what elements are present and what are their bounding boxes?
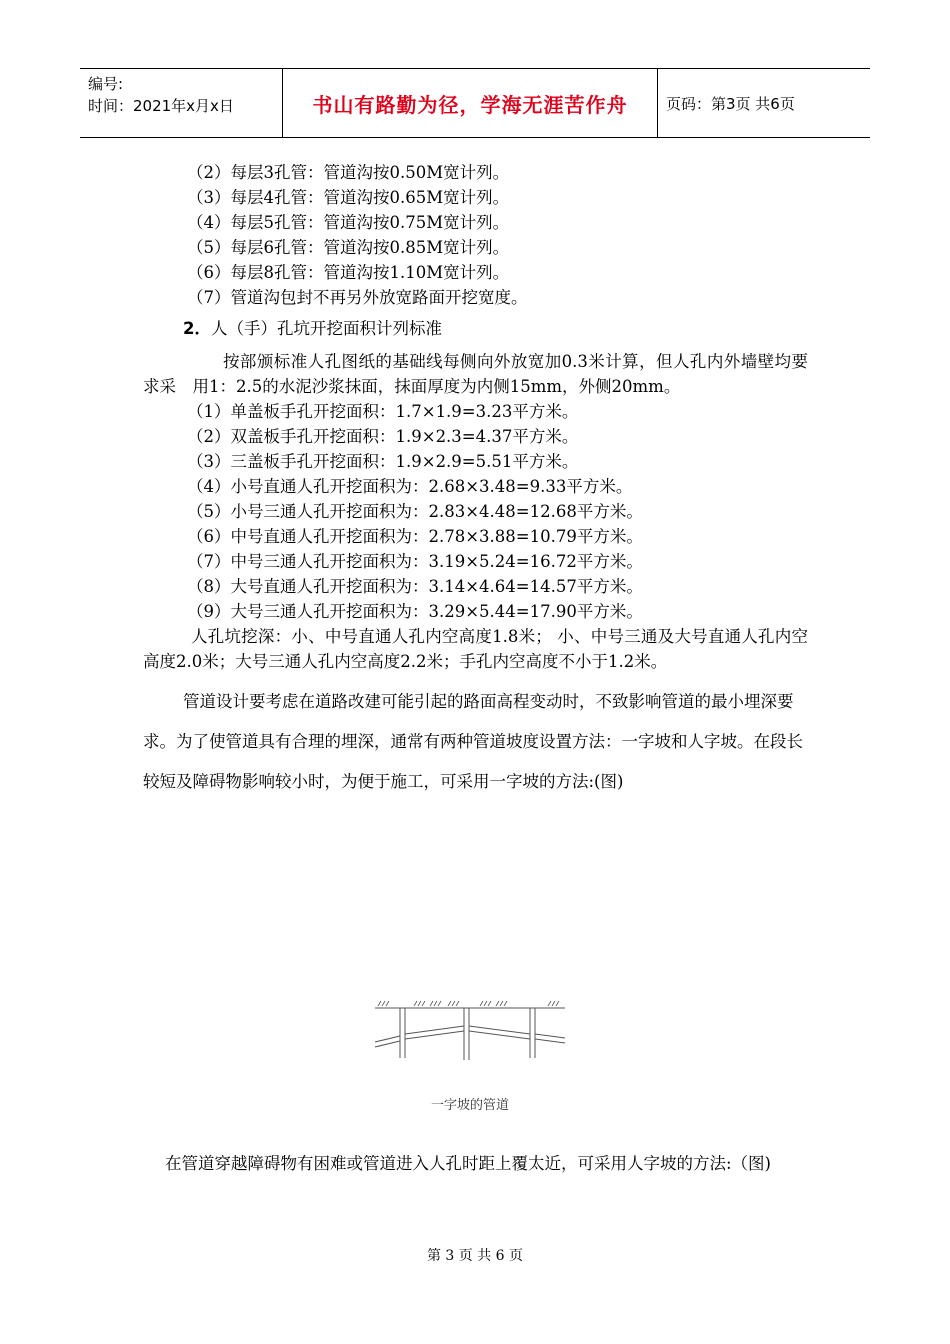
- header-motto-cell: [282, 69, 658, 137]
- paragraph-slope: 在管道穿越障碍物有困难或管道进入人孔时距上覆太近，可采用人字坡的方法:（图): [165, 1154, 771, 1173]
- paragraph-design: 管道设计要考虑在道路改建可能引起的路面高程变动时，不致影响管道的最小埋深要求。为了使管道具有合理的埋深，通常有两种管道坡度设置方法：一字坡和人字坡。在段长较短及障碍物影响较小时，为便于施工，可采用一字坡的方法:(图): [143, 692, 803, 791]
- list-item: （9）大号三通人孔开挖面积为：3.29×5.44=17.90平方米。: [187, 602, 643, 621]
- header-page-cell: [658, 69, 870, 137]
- figure-straight-slope: [370, 1000, 570, 1120]
- list-item: （3）每层4孔管：管道沟按0.65M宽计列。: [187, 188, 510, 207]
- list-item: （2）双盖板手孔开挖面积：1.9×2.3=4.37平方米。: [187, 427, 579, 446]
- list-item: （7）中号三通人孔开挖面积为：3.19×5.24=16.72平方米。: [187, 552, 643, 571]
- code-label: 编号:: [88, 75, 124, 93]
- list-item: （1）单盖板手孔开挖面积：1.7×1.9=3.23平方米。: [187, 402, 579, 421]
- paragraph-depth: 人孔坑挖深：小、中号直通人孔内空高度1.8米； 小、中号三通及大号直通人孔内空高度2.0米；大号三通人孔内空高度2.2米；手孔内空高度不小于1.2米。: [143, 627, 808, 671]
- list-item: （3）三盖板手孔开挖面积：1.9×2.9=5.51平方米。: [187, 452, 579, 471]
- list-item: （5）每层6孔管：管道沟按0.85M宽计列。: [187, 238, 510, 257]
- pipe-lines: [375, 1026, 565, 1047]
- page-label: 页码：第3页 共6页: [666, 94, 795, 113]
- section-title: 人（手）孔坑开挖面积计列标准: [210, 319, 442, 338]
- straight-slope-diagram: [370, 1000, 570, 1090]
- list-item: （6）每层8孔管：管道沟按1.10M宽计列。: [187, 263, 510, 282]
- list-item: （7）管道沟包封不再另外放宽路面开挖宽度。: [187, 288, 528, 307]
- list-item: （2）每层3孔管：管道沟按0.50M宽计列。: [187, 163, 510, 182]
- excavation-area-list: [143, 399, 808, 624]
- page-header: [80, 68, 870, 138]
- ground-hatching: [378, 1001, 559, 1006]
- manhole-walls: [400, 1008, 535, 1060]
- list-item: （8）大号直通人孔开挖面积为：3.14×4.64=14.57平方米。: [187, 577, 643, 596]
- list-item: （4）每层5孔管：管道沟按0.75M宽计列。: [187, 213, 510, 232]
- motto-text: 书山有路勤为径，学海无涯苦作舟: [312, 92, 628, 117]
- paragraph-standard: 按部颁标准人孔图纸的基础线每侧向外放宽加0.3米计算，但人孔内外墙壁均要求采 用1：2.5的水泥沙浆抹面，抹面厚度为内侧15mm，外侧20mm。: [143, 352, 808, 396]
- page-footer: 第 3 页 共 6 页: [426, 1248, 524, 1264]
- section-heading: [143, 316, 808, 341]
- list-item: （4）小号直通人孔开挖面积为：2.68×3.48=9.33平方米。: [187, 477, 633, 496]
- header-left-cell: [80, 69, 282, 137]
- list-item: （6）中号直通人孔开挖面积为：2.78×3.88=10.79平方米。: [187, 527, 643, 546]
- list-item: （5）小号三通人孔开挖面积为：2.83×4.48=12.68平方米。: [187, 502, 643, 521]
- time-label: 时间：2021年x月x日: [88, 97, 234, 115]
- document-body: [143, 160, 808, 802]
- section-number: 2．: [183, 319, 211, 338]
- trench-width-list: [143, 160, 808, 310]
- figure-caption: 一字坡的管道: [430, 1098, 509, 1113]
